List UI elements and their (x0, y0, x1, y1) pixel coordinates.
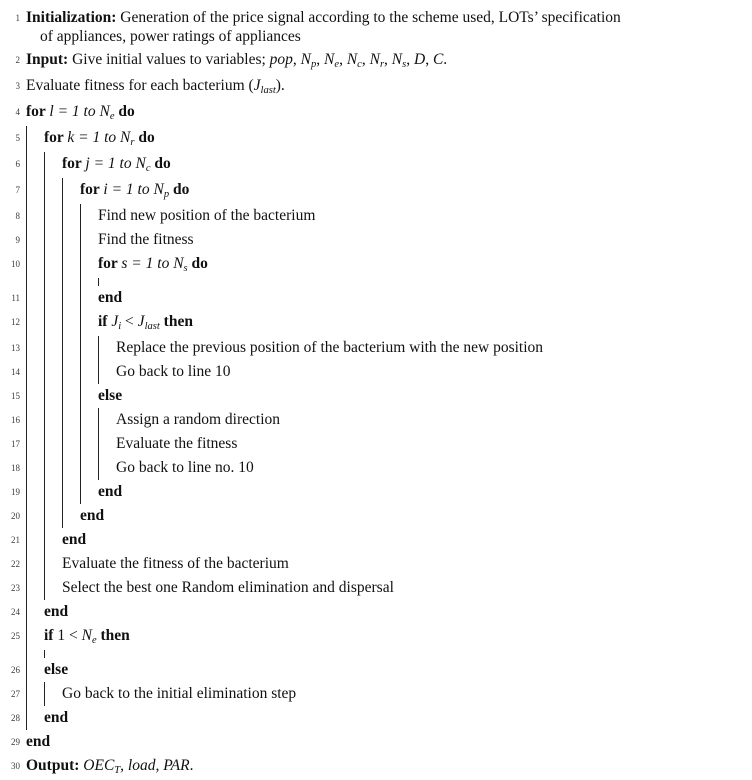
line-number: 18 (11, 463, 20, 473)
indent-rule (62, 278, 80, 286)
indent-bars (26, 178, 80, 204)
indent-rule (62, 504, 80, 528)
indent-rule (26, 228, 44, 252)
line-number: 3 (15, 81, 20, 91)
indent-bars (26, 624, 44, 650)
algo-line (4, 408, 746, 432)
indent-rule (80, 360, 98, 384)
indent-rule (62, 408, 80, 432)
indent-bars (26, 504, 80, 528)
indent-bars (26, 126, 44, 152)
indent-rule (62, 480, 80, 504)
indent-rule (44, 204, 62, 228)
indent-rule (26, 384, 44, 408)
indent-rule (26, 658, 44, 682)
line-text: Assign a random direction (116, 411, 281, 428)
line-text: Evaluate fitness for each bacterium $(J_{last})$. (26, 77, 285, 97)
line-number: 22 (11, 559, 20, 569)
indent-bars (26, 576, 62, 600)
line-number: 17 (11, 439, 20, 449)
line-number: 12 (11, 317, 20, 327)
algo-line (4, 682, 746, 706)
line-text: else (44, 661, 69, 678)
line-number: 28 (11, 713, 20, 723)
indent-rule (26, 504, 44, 528)
indent-rule (62, 228, 80, 252)
indent-bars (26, 360, 116, 384)
indent-rule (44, 178, 62, 204)
algo-line (4, 600, 746, 624)
indent-bars (26, 552, 62, 576)
indent-rule (26, 480, 44, 504)
line-number: 10 (11, 259, 20, 269)
indent-bars (26, 286, 98, 310)
line-text: end (98, 289, 123, 306)
line-text: Go back to line 10 (116, 363, 231, 380)
indent-rule (62, 286, 80, 310)
indent-rule (98, 456, 116, 480)
line-text: end (44, 709, 69, 726)
line-text: Evaluate the fitness of the bacterium (62, 555, 289, 572)
algo-line (4, 730, 746, 754)
line-text: Find the fitness (98, 231, 194, 248)
algo-line (4, 286, 746, 310)
algo-line (4, 456, 746, 480)
indent-bars (26, 528, 62, 552)
line-text: end (44, 603, 69, 620)
indent-bars (26, 658, 44, 682)
line-number: 25 (11, 631, 20, 641)
line-number: 5 (15, 133, 20, 143)
indent-rule (80, 432, 98, 456)
indent-rule (62, 360, 80, 384)
indent-rule (26, 682, 44, 706)
indent-bars (26, 252, 98, 278)
algo-line (4, 552, 746, 576)
indent-bars (26, 432, 116, 456)
indent-rule (98, 278, 116, 286)
indent-rule (44, 480, 62, 504)
indent-rule (80, 456, 98, 480)
indent-rule (44, 252, 62, 278)
indent-rule (98, 432, 116, 456)
indent-rule (98, 336, 116, 360)
line-text: for l = 1 to $N_e$ do (26, 103, 135, 123)
indent-rule (44, 278, 62, 286)
line-text: Find new position of the bacterium (98, 207, 316, 224)
indent-rule (44, 432, 62, 456)
algo-line (4, 152, 746, 178)
indent-bars (26, 152, 62, 178)
indent-rule (26, 278, 44, 286)
line-number: 30 (11, 761, 20, 771)
algo-line (4, 658, 746, 682)
indent-rule (26, 204, 44, 228)
indent-rule (44, 528, 62, 552)
indent-rule (26, 432, 44, 456)
indent-rule (80, 384, 98, 408)
indent-rule (26, 706, 44, 730)
indent-rule (26, 336, 44, 360)
algo-spacer-row (4, 650, 746, 658)
algo-line (4, 204, 746, 228)
indent-rule (44, 576, 62, 600)
indent-bars (26, 204, 98, 228)
indent-rule (62, 456, 80, 480)
indent-bars (26, 480, 98, 504)
indent-bars (26, 228, 98, 252)
indent-rule (44, 336, 62, 360)
indent-bars (26, 456, 116, 480)
line-number: 23 (11, 583, 20, 593)
indent-rule (26, 600, 44, 624)
line-text: else (98, 387, 123, 404)
indent-rule (62, 252, 80, 278)
indent-rule (80, 408, 98, 432)
algo-line (4, 480, 746, 504)
line-number: 19 (11, 487, 20, 497)
indent-rule (26, 576, 44, 600)
indent-bars (26, 408, 116, 432)
line-number: 9 (15, 235, 20, 245)
indent-rule (80, 336, 98, 360)
algo-line (4, 576, 746, 600)
indent-rule (26, 286, 44, 310)
algo-line (4, 336, 746, 360)
line-number: 29 (11, 737, 20, 747)
indent-rule (62, 384, 80, 408)
line-number: 26 (11, 665, 20, 675)
algo-line (4, 754, 746, 780)
indent-rule (80, 278, 98, 286)
indent-rule (44, 228, 62, 252)
indent-rule (26, 152, 44, 178)
line-text: Initialization: Generation of the price signal according to the scheme used, LOTs’ specification of appliances, power ratings of appliances (26, 9, 621, 45)
indent-rule (26, 408, 44, 432)
indent-bars (26, 706, 44, 730)
algo-line (4, 706, 746, 730)
indent-rule (26, 252, 44, 278)
algo-line (4, 126, 746, 152)
indent-rule (80, 252, 98, 278)
line-number: 4 (15, 107, 20, 117)
algo-line (4, 178, 746, 204)
algo-line (4, 100, 746, 126)
line-text: Go back to line no. 10 (116, 459, 254, 476)
line-text: Evaluate the fitness (116, 435, 238, 452)
line-text: for j = 1 to $N_c$ do (62, 155, 171, 175)
line-number: 15 (11, 391, 20, 401)
indent-rule (80, 228, 98, 252)
line-number: 27 (11, 689, 20, 699)
indent-rule (44, 384, 62, 408)
algo-line (4, 74, 746, 100)
line-text: end (26, 733, 51, 750)
line-text: Select the best one Random elimination and dispersal (62, 579, 394, 596)
indent-rule (62, 178, 80, 204)
indent-rule (26, 126, 44, 152)
line-number: 6 (15, 159, 20, 169)
line-number: 13 (11, 343, 20, 353)
indent-rule (44, 650, 62, 658)
line-text: if $J_i < J_{last}$ then (98, 313, 193, 333)
indent-rule (26, 650, 44, 658)
algo-line (4, 48, 746, 74)
line-text: if $1 < N_e$ then (44, 627, 130, 647)
line-text: for s = 1 to $N_s$ do (98, 255, 208, 275)
indent-rule (98, 408, 116, 432)
indent-rule (44, 504, 62, 528)
line-text: end (98, 483, 123, 500)
line-number: 2 (15, 55, 20, 65)
line-text: for k = 1 to $N_r$ do (44, 129, 155, 149)
algo-line (4, 504, 746, 528)
indent-rule (26, 178, 44, 204)
algo-line (4, 432, 746, 456)
indent-rule (26, 456, 44, 480)
indent-rule (44, 152, 62, 178)
line-number: 21 (11, 535, 20, 545)
line-number (4, 278, 20, 286)
indent-rule (44, 286, 62, 310)
line-number: 8 (15, 211, 20, 221)
indent-rule (62, 204, 80, 228)
indent-rule (80, 310, 98, 336)
indent-rule (26, 310, 44, 336)
line-text: Input: Give initial values to variables; pop, $N_p$, $N_e$, $N_c$, $N_r$, $N_s$, D, C. (26, 51, 448, 71)
indent-bars (26, 310, 98, 336)
indent-bars (26, 650, 62, 658)
line-number: 20 (11, 511, 20, 521)
indent-rule (44, 456, 62, 480)
line-text: end (80, 507, 105, 524)
algo-line (4, 252, 746, 278)
indent-bars (26, 682, 62, 706)
line-text: for i = 1 to $N_p$ do (80, 181, 190, 201)
algo-line (4, 624, 746, 650)
indent-rule (62, 310, 80, 336)
line-number: 11 (11, 293, 20, 303)
line-text: Replace the previous position of the bacterium with the new position (116, 339, 544, 356)
indent-rule (44, 360, 62, 384)
indent-bars (26, 384, 98, 408)
line-text: end (62, 531, 87, 548)
indent-bars (26, 600, 44, 624)
indent-rule (62, 336, 80, 360)
indent-bars (26, 278, 116, 286)
indent-bars (26, 336, 116, 360)
indent-rule (80, 204, 98, 228)
indent-rule (26, 360, 44, 384)
indent-rule (26, 528, 44, 552)
line-number: 16 (11, 415, 20, 425)
indent-rule (44, 408, 62, 432)
line-number (4, 650, 20, 658)
indent-rule (44, 310, 62, 336)
algo-line (4, 384, 746, 408)
line-number: 14 (11, 367, 20, 377)
line-text: Go back to the initial elimination step (62, 685, 297, 702)
line-number: 1 (15, 13, 20, 23)
indent-rule (98, 360, 116, 384)
algo-line (4, 228, 746, 252)
line-text: Output: $OEC_T$, load, PAR. (26, 757, 194, 777)
indent-rule (44, 552, 62, 576)
line-number: 7 (15, 185, 20, 195)
algo-line (4, 360, 746, 384)
line-number: 24 (11, 607, 20, 617)
algo-line (4, 528, 746, 552)
indent-rule (62, 432, 80, 456)
indent-rule (26, 552, 44, 576)
algo-line (4, 310, 746, 336)
algo-line (4, 6, 746, 48)
indent-rule (26, 624, 44, 650)
indent-rule (44, 682, 62, 706)
algo-spacer-row (4, 278, 746, 286)
indent-rule (80, 286, 98, 310)
indent-rule (80, 480, 98, 504)
